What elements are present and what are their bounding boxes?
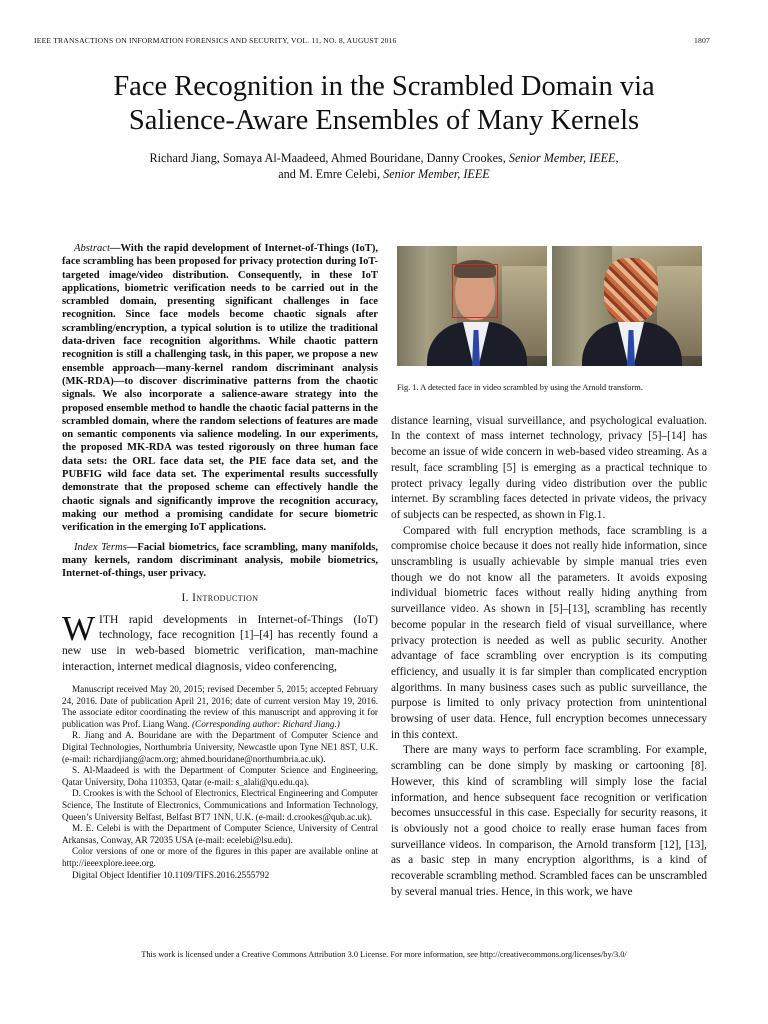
license-notice: This work is licensed under a Creative Commons Attribution 3.0 License. For more information, see http://creativecommons.org/licenses/by/3.0/ — [141, 950, 627, 959]
index-terms-text: —Facial biometrics, face scrambling, many manifolds, many kernels, random discriminant analysis, mobile biometrics, Internet-of-things, user privacy. — [62, 541, 378, 580]
body-paragraph: There are many ways to perform face scrambling. For example, scrambling can be done simply by masking or cartooning [8]. However, this kind of scrambling will simply lose the facial information, and hence subsequent face recognition or verification becomes unsuccessful in this case. Especially for security reasons, it is obviously not a good choice to really erase human faces from surveillance videos. In comparison, the Arnold transform [12], [13], as a basic step in many encryption algorithms, is a kind of recoverable scrambling method. Scrambled faces can be unscrambled by several manual tries. Hence, in this work, we have — [391, 744, 707, 898]
introduction-paragraph: WITH rapid developments in Internet-of-Things (IoT) technology, face recognition [1]–[4] has recently found a new use in web-based biometric verification, man-machine interaction, internet medical diagnosis, video conferencing, — [62, 608, 378, 673]
index-terms-label: Index Terms — [74, 541, 127, 553]
paper-title — [40, 70, 728, 138]
journal-name: IEEE TRANSACTIONS ON INFORMATION FORENSICS AND SECURITY, VOL. 11, NO. 8, AUGUST 2016 — [34, 36, 397, 45]
figure-1-caption: Fig. 1. A detected face in video scrambled by using the Arnold transform. — [397, 383, 643, 392]
page-number: 1807 — [694, 36, 710, 45]
footnote-affiliation: S. Al-Maadeed is with the Department of Computer Science and Engineering, Qatar University, Doha 110353, Qatar (e-mail: s_alali@qu.edu.qa). — [62, 765, 378, 787]
title-line-2: Salience-Aware Ensembles of Many Kernels — [128, 105, 640, 136]
footnote-affiliation: M. E. Celebi is with the Department of Computer Science, University of Central Arkansas, Conway, AR 72035 USA (e-mail: ecelebi@lsu.edu). — [62, 823, 378, 845]
detected-face-photo — [397, 246, 547, 366]
footnote-color: Color versions of one or more of the figures in this paper are available online at http://ieeexplore.ieee.org. — [62, 846, 378, 868]
dropcap: W — [62, 608, 96, 648]
author-line-1: Richard Jiang, Somaya Al-Maadeed, Ahmed Bouridane, Danny Crookes, Senior Member, IEEE, — [149, 151, 619, 165]
abstract — [62, 242, 378, 535]
author-list — [40, 150, 728, 182]
title-line-1: Face Recognition in the Scrambled Domain via — [113, 71, 655, 102]
face-detection-box — [452, 264, 498, 318]
index-terms — [62, 541, 378, 581]
footnote-doi: Digital Object Identifier 10.1109/TIFS.2016.2555792 — [72, 869, 270, 880]
body-text — [391, 414, 707, 901]
abstract-label: Abstract — [74, 243, 110, 254]
section-heading-introduction: I. Introduction — [181, 592, 259, 605]
footnote-manuscript: Manuscript received May 20, 2015; revised December 5, 2015; accepted February 24, 2016. Date of publication April 21, 2016; date of current version May 19, 2016. The associate editor coordinating the review of this manuscript and approving it for publication was Prof. Liang Wang. (Corresponding author: Richard Jiang.) — [62, 684, 378, 729]
abstract-text: —With the rapid development of Internet-of-Things (IoT), face scrambling has been proposed for privacy protection during IoT-targeted image/video distribution. Consequently, in these IoT applications, biometric verification needs to be carried out in the scrambled domain, presenting significant challenges in face recognition. Since face models become chaotic signals after scrambling/encryption, a typical solution is to utilize the traditional data-driven face recognition algorithms. While chaotic pattern recognition is still a challenging task, in this paper, we propose a new ensemble approach—many-kernel random discriminant analysis (MK-RDA)—to discover discriminative patterns from the chaotic signals. We also incorporate a salience-aware strategy into the proposed ensemble method to handle the chaotic facial patterns in the scrambled domain, where the random selections of features are made on semantic components via salience modeling. In our experiments, the proposed MK-RDA was tested rigorously on three human face data sets: the ORL face data set, the PIE face data set, and the PUBFIG wild face data set. The experimental results successfully demonstrate that the proposed scheme can effectively handle the chaotic signals and significantly improve the recognition accuracy, making our method a promising candidate for secure biometric verification in the emerging IoT applications. — [62, 243, 378, 534]
figure-1 — [397, 246, 707, 366]
scrambled-face-photo — [552, 246, 702, 366]
author-role: Senior Member, IEEE — [383, 167, 490, 181]
body-paragraph: distance learning, visual surveillance, and psychological evaluation. In the context of mass internet technology, privacy [5]–[14] has become an issue of wide concern in web-based video streaming. As a result, face scrambling [5] is emerging as a practical technique to protect privacy legally during video distribution over the public internet. By scrambling faces detected in private videos, the privacy of subjects can be respected, as shown in Fig.1. — [391, 414, 707, 521]
body-paragraph: Compared with full encryption methods, face scrambling is a compromise choice because it does not really hide information, since unscrambling is usually achievable by simple manual tries even though we do not know all the parameters. It avoids exposing individual biometric faces without really hiding anything from surveillance video. As shown in [5]–[13], scrambling has recently become popular in the research field of visual surveillance, where privacy protection is needed as well as public security. Another advantage of face scrambling over encryption is its computing efficiency, and usually it is far simpler than complicated encryption algorithms. In many business cases such as public surveillance, the purpose is limited to only privacy protection from unintentional browsing of user data. Hence, full encryption becomes unnecessary in this context. — [391, 524, 707, 741]
scrambled-face-region — [604, 258, 658, 322]
right-column — [391, 242, 707, 901]
footnotes — [62, 684, 378, 881]
running-header — [34, 36, 710, 45]
author-line-2: and M. Emre Celebi, Senior Member, IEEE — [278, 167, 490, 181]
author-role: Senior Member, IEEE — [508, 151, 616, 165]
footnote-affiliation: D. Crookes is with the School of Electronics, Electrical Engineering and Computer Science, The Institute of Electronics, Communications and Information Technology, Queen’s University Belfast, Belfast BT7 1NN, U.K. (e-mail: d.crookes@qub.ac.uk). — [62, 788, 378, 822]
footnote-affiliation: R. Jiang and A. Bouridane are with the Department of Computer Science and Digital Technologies, Northumbria University, Newcastle upon Tyne NE1 8ST, U.K. (e-mail: richardjiang@acm.org; ahmed.bouridane@northumbria.ac.uk). — [62, 730, 378, 764]
left-column — [62, 242, 378, 881]
